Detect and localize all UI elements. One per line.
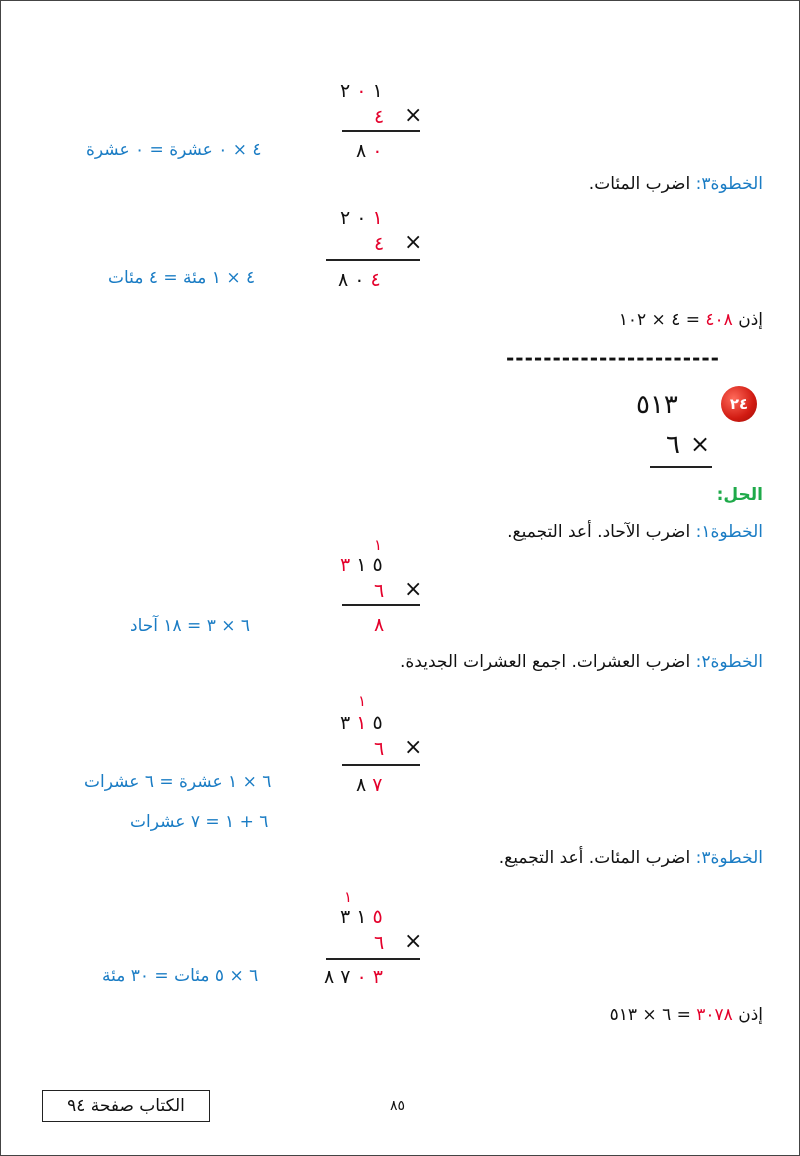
step2-note2: ٦ + ١ = ٧ عشرات xyxy=(130,812,269,832)
multiply-sign: × xyxy=(404,103,423,128)
top-note: ٤ × ٠ عشرة = ٠ عشرة xyxy=(86,140,262,160)
step3b-rule xyxy=(326,958,420,960)
step3b-heading: الخطوة٣: اضرب المئات. أعد التجميع. xyxy=(498,848,763,868)
step1-note: ٦ × ٣ = ١٨ آحاد xyxy=(130,616,251,636)
conclusion-a: إذن ٤٠٨ = ٤ × ١٠٢ xyxy=(618,310,763,330)
step3a-result: ٤ ٠ ٨ xyxy=(338,269,381,291)
problem24-multiplier: ٦ xyxy=(666,430,680,460)
step3b-note: ٦ × ٥ مئات = ٣٠ مئة xyxy=(102,966,259,986)
step3b-row: ٥ ١ ٣ xyxy=(340,906,383,928)
problem24-rule xyxy=(650,466,712,468)
step1-heading: الخطوة١: اضرب الآحاد. أعد التجميع. xyxy=(507,522,763,542)
step1-result: ٨ xyxy=(374,614,385,636)
step3a-multiplier: ٤ xyxy=(374,233,385,255)
step2-heading: الخطوة٢: اضرب العشرات. اجمع العشرات الجديدة. xyxy=(400,652,763,672)
problem24-top: ٥١٣ xyxy=(636,390,678,420)
step3b-carry: ١ xyxy=(344,888,353,906)
step2-result: ٧ ٨ xyxy=(356,774,383,796)
step3a-rule xyxy=(326,259,420,261)
step3b-multiplier: ٦ xyxy=(374,932,385,954)
top-rule xyxy=(342,130,420,132)
conclusion-b: إذن ٣٠٧٨ = ٦ × ٥١٣ xyxy=(609,1005,763,1025)
step2-rule xyxy=(342,764,420,766)
separator-line: ----------------------- xyxy=(506,346,720,370)
step3a-note: ٤ × ١ مئة = ٤ مئات xyxy=(108,268,256,288)
step2-multiplier: ٦ xyxy=(374,738,385,760)
problem-number-badge: ٢٤ xyxy=(721,386,757,422)
multiply-sign: × xyxy=(404,577,423,602)
step2-note1: ٦ × ١ عشرة = ٦ عشرات xyxy=(84,772,272,792)
step3a-heading: الخطوة٣: اضرب المئات. xyxy=(588,174,763,194)
book-page-reference: الكتاب صفحة ٩٤ xyxy=(42,1090,210,1122)
top-multiplier: ٤ xyxy=(374,106,385,128)
solution-label: الحل: xyxy=(716,485,763,505)
multiply-sign: × xyxy=(404,230,423,255)
top-row1: ١ ٠ ٢ xyxy=(340,80,383,102)
step3b-result: ٣ ٠ ٧ ٨ xyxy=(324,966,384,988)
step2-row: ٥ ١ ٣ xyxy=(340,712,383,734)
problem24-mul-sign: × xyxy=(690,430,711,458)
step3a-row1: ١ ٠ ٢ xyxy=(340,207,383,229)
step1-carry: ١ xyxy=(374,536,383,554)
step2-carry: ١ xyxy=(358,692,367,710)
step1-row: ٥ ١ ٣ xyxy=(340,554,383,576)
multiply-sign: × xyxy=(404,929,423,954)
page-number: ٨٥ xyxy=(390,1098,406,1114)
step1-multiplier: ٦ xyxy=(374,580,385,602)
multiply-sign: × xyxy=(404,735,423,760)
step1-rule xyxy=(342,604,420,606)
top-partial: ٠ ٨ xyxy=(356,140,383,162)
